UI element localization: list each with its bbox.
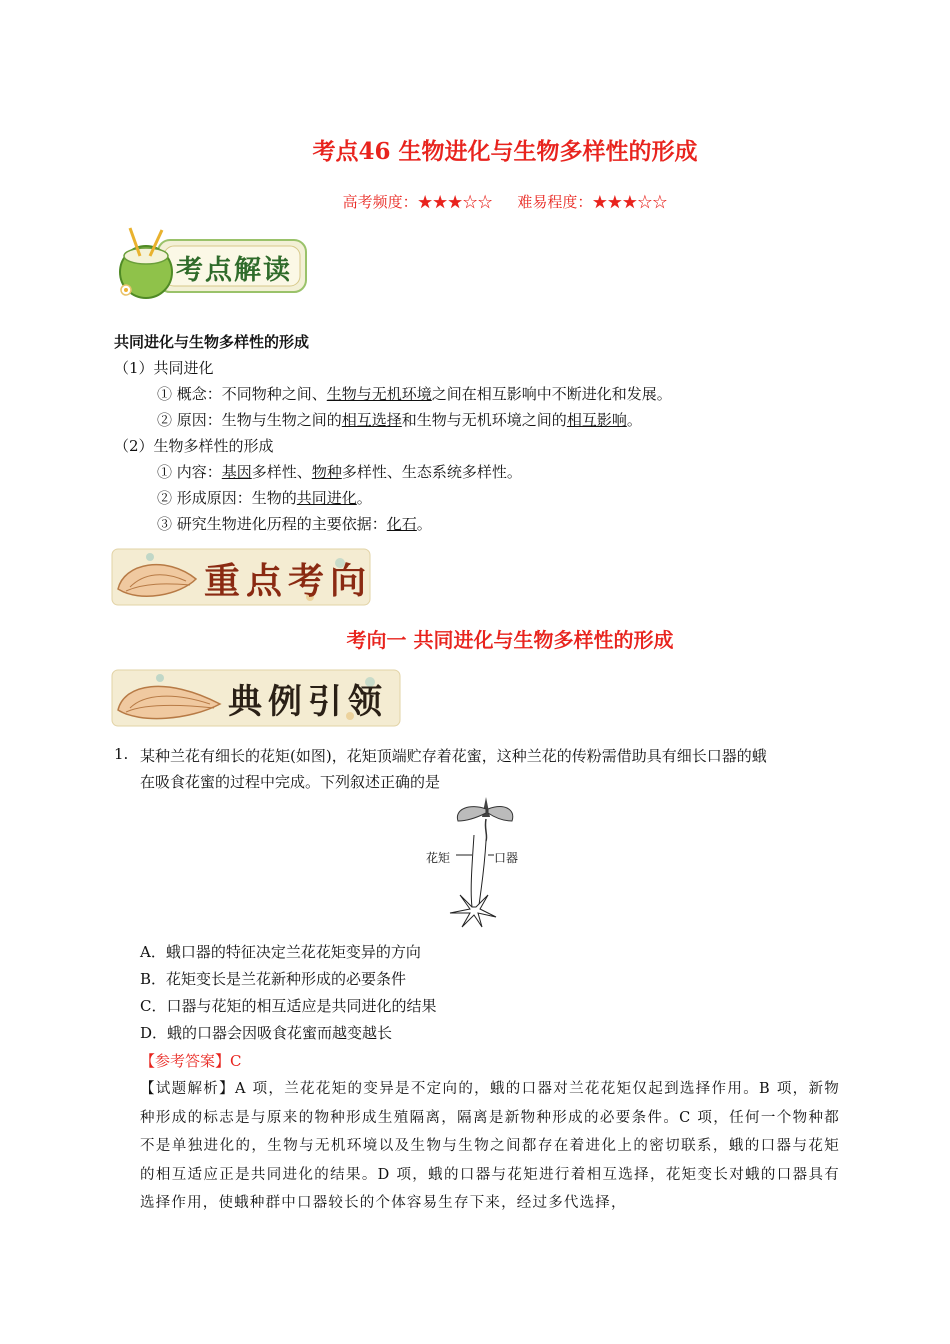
reason-line — [157, 409, 642, 430]
content-line — [157, 461, 522, 482]
difficulty-level: 难易程度：★★★☆☆ — [517, 193, 668, 211]
section-heading: 共同进化与生物多样性的形成 — [114, 333, 310, 351]
content-text-mid: 多样性、 — [251, 463, 312, 481]
option-d: D．蛾的口器会因吸食花蜜而越变越长 — [140, 1024, 393, 1042]
page-title: 考点46 生物进化与生物多样性的形成 — [312, 138, 698, 165]
reason-text-mid: 和生物与无机环境之间的 — [401, 411, 567, 429]
question-line-1: 某种兰花有细长的花矩(如图)，花矩顶端贮存着花蜜，这种兰花的传粉需借助具有细长口器的蛾 — [140, 747, 767, 765]
banner-dianli — [110, 664, 402, 730]
question-line-2: 在吸食花蜜的过程中完成。下列叙述正确的是 — [140, 773, 441, 791]
cause-text: ② 形成原因：生物的 — [157, 489, 297, 507]
analysis-tag: 【试题解析】 — [140, 1081, 235, 1097]
reason-text: ② 原因：生物与生物之间的 — [157, 411, 342, 429]
concept-text: ① 概念：不同物种之间、 — [157, 385, 327, 403]
evidence-text: ③ 研究生物进化历程的主要依据： — [157, 515, 387, 533]
cause-line — [157, 487, 372, 508]
reason-underline-2: 相互影响 — [566, 411, 627, 429]
banner-kaodian-label: 考点解读 — [176, 255, 292, 286]
evidence-line — [157, 513, 432, 534]
figure-label-spur: 花矩 — [426, 851, 451, 865]
direction-title: 考向一 共同进化与生物多样性的形成 — [346, 628, 674, 652]
gaokao-frequency: 高考频度：★★★☆☆ — [342, 193, 493, 211]
option-b: B．花矩变长是兰花新种形成的必要条件 — [140, 970, 407, 988]
content-text: ① 内容： — [157, 463, 222, 481]
evidence-underline: 化石 — [386, 515, 417, 533]
option-a: A．蛾口器的特征决定兰花花矩变异的方向 — [140, 943, 421, 961]
concept-line — [157, 383, 672, 404]
part1-title: （1）共同进化 — [114, 359, 214, 377]
figure-label-proboscis: 口器 — [494, 851, 519, 865]
analysis-text: A 项，兰花花矩的变异是不定向的，蛾的口器对兰花花矩仅起到选择作用。B 项，新物种形成的标志是与原来的物种形成生殖隔离，隔离是新物种形成的必要条件。C 项，任何一个物种都不是单独进化的，生物与无机环境以及生物与生物之间都存在着进化上的密切联系，蛾的口器与花矩的相互适应正是共同进化的结果。D 项，蛾的口器与花矩进行着相互选择，花矩变长对蛾的口器具有选择作用，使蛾种群中口器较长的个体容易生存下来，经过多代选择， — [140, 1081, 841, 1211]
content-text-end: 多样性、生态系统多样性。 — [341, 463, 522, 481]
part2-title: （2）生物多样性的形成 — [114, 437, 274, 455]
reason-underline-1: 相互选择 — [341, 411, 402, 429]
frequency-line — [0, 191, 950, 212]
banner-kaodian — [110, 226, 310, 302]
cause-underline: 共同进化 — [296, 489, 357, 507]
orchid-moth-figure — [420, 795, 550, 930]
concept-underline: 生物与无机环境 — [326, 385, 432, 403]
option-c: C．口器与花矩的相互适应是共同进化的结果 — [140, 997, 437, 1015]
concept-text-end: 之间在相互影响中不断进化和发展。 — [431, 385, 672, 403]
banner-zhongdian — [110, 543, 372, 609]
evidence-text-end: 。 — [416, 515, 432, 533]
analysis-paragraph — [140, 1075, 840, 1218]
reference-answer: 【参考答案】C — [140, 1052, 242, 1070]
banner-dianli-label: 典例引领 — [228, 682, 388, 722]
cause-text-end: 。 — [356, 489, 372, 507]
content-underline-2: 物种 — [311, 463, 342, 481]
reason-text-end: 。 — [626, 411, 642, 429]
banner-zhongdian-label: 重点考向 — [204, 560, 373, 602]
question-number: 1. — [114, 745, 129, 763]
content-underline-1: 基因 — [221, 463, 252, 481]
